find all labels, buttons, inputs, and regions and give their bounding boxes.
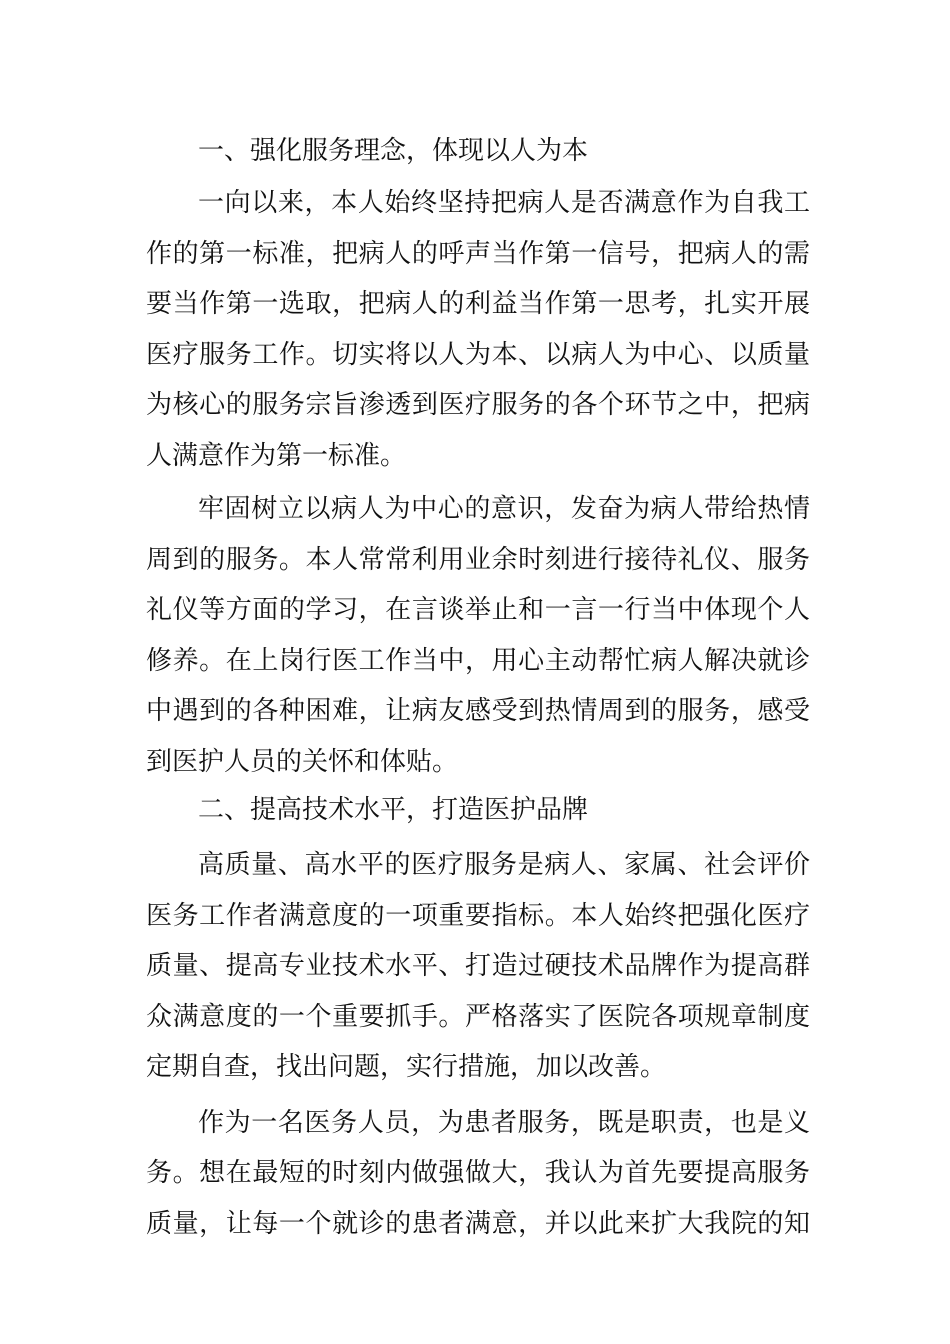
paragraph-line: 一向以来，本人始终坚持把病人是否满意作为自我工 — [198, 188, 810, 218]
paragraph-line: 质量，让每一个就诊的患者满意，并以此来扩大我院的知 — [146, 1208, 810, 1239]
paragraph-line: 为核心的服务宗旨渗透到医疗服务的各个环节之中，把病 — [146, 390, 810, 420]
paragraph-line: 到医护人员的关怀和体贴。 — [146, 746, 459, 777]
section-heading-2: 二、提高技术水平，打造医护品牌 — [198, 795, 589, 825]
paragraph-4 — [146, 1098, 810, 1250]
section-heading-1: 一、强化服务理念，体现以人为本 — [198, 136, 589, 166]
paragraph-line: 务。想在最短的时刻内做强做大，我认为首先要提高服务 — [146, 1158, 810, 1188]
paragraph-line: 质量、提高专业技术水平、打造过硬技术品牌作为提高群 — [146, 951, 810, 981]
paragraph-line: 众满意度的一个重要抓手。严格落实了医院各项规章制度 — [146, 1001, 810, 1032]
paragraph-line: 中遇到的各种困难，让病友感受到热情周到的服务，感受 — [146, 696, 810, 726]
paragraph-line: 周到的服务。本人常常利用业余时刻进行接待礼仪、服务 — [146, 544, 810, 575]
paragraph-2 — [146, 484, 810, 787]
paragraph-line: 人满意作为第一标准。 — [146, 440, 407, 471]
paragraph-line: 作的第一标准，把病人的呼声当作第一信号，把病人的需 — [146, 238, 810, 269]
paragraph-line: 医务工作者满意度的一项重要指标。本人始终把强化医疗 — [146, 900, 810, 931]
paragraph-line: 要当作第一选取，把病人的利益当作第一思考，扎实开展 — [146, 289, 810, 319]
document-body — [146, 126, 810, 1249]
paragraph-1 — [146, 178, 810, 481]
paragraph-line: 礼仪等方面的学习，在言谈举止和一言一行当中体现个人 — [146, 595, 810, 625]
paragraph-line: 定期自查，找出问题，实行措施，加以改善。 — [146, 1052, 667, 1082]
paragraph-3 — [146, 840, 810, 1093]
paragraph-line: 修养。在上岗行医工作当中，用心主动帮忙病人解决就诊 — [146, 645, 810, 676]
paragraph-line: 牢固树立以病人为中心的意识，发奋为病人带给热情 — [198, 494, 810, 524]
paragraph-line: 医疗服务工作。切实将以人为本、以病人为中心、以质量 — [146, 339, 810, 370]
paragraph-line: 高质量、高水平的医疗服务是病人、家属、社会评价 — [198, 850, 810, 880]
paragraph-line: 作为一名医务人员，为患者服务，既是职责，也是义 — [198, 1107, 810, 1138]
